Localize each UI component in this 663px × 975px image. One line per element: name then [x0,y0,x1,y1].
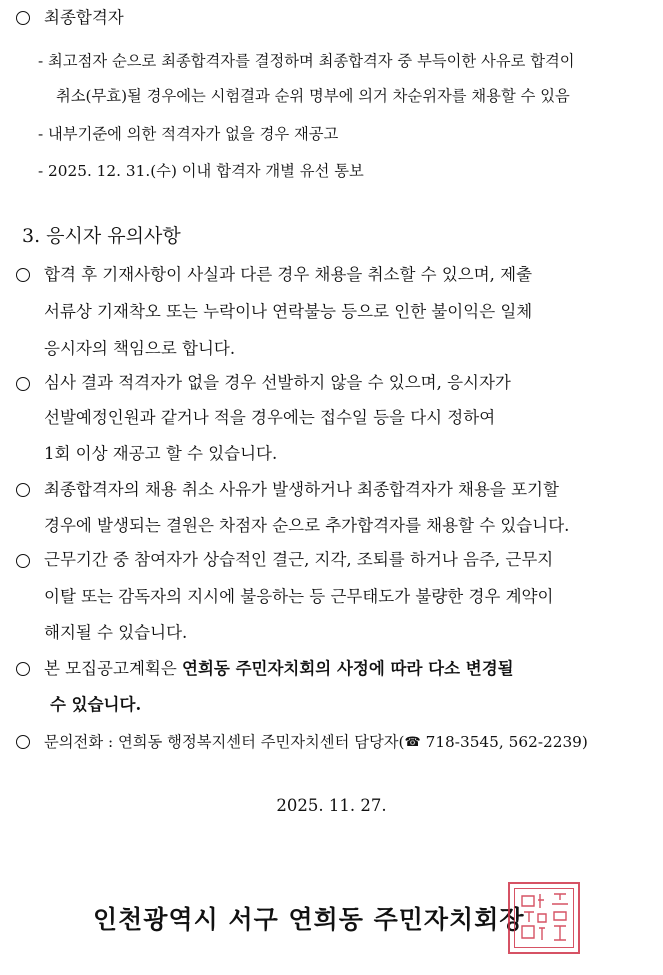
seal-glyph-icon [508,882,580,954]
bullet-circle [16,483,30,497]
final-item1-line1: - 최고점자 순으로 최종합격자를 결정하며 최종합격자 중 부득이한 사유로 합격이 [38,52,575,70]
notice-item-line: 응시자의 책임으로 합니다. [44,339,236,358]
notice-item-line: 해지될 수 있습니다. [44,623,188,642]
notice-item-line: 합격 후 기재사항이 사실과 다른 경우 채용을 취소할 수 있으며, 제출 [44,265,533,284]
final-item3: - 2025. 12. 31.(수) 이내 합격자 개별 유선 통보 [38,162,364,180]
bullet-circle [16,662,30,676]
notice-emphasis-continued: 수 있습니다. [50,695,142,714]
final-item1-line2: 취소(무효)될 경우에는 시험결과 순위 명부에 의거 차순위자를 채용할 수 있음 [56,87,570,105]
bullet-circle [16,268,30,282]
bullet-circle [16,11,30,25]
notice-item-line: 서류상 기재착오 또는 누락이나 연락불능 등으로 인한 불이익은 일체 [44,302,533,321]
notice-prefix: 본 모집공고계획은 [44,659,183,678]
final-item2: - 내부기준에 의한 적격자가 없을 경우 재공고 [38,125,339,143]
bullet-circle [16,554,30,568]
notice-item-line: 선발예정인원과 같거나 적을 경우에는 접수일 등을 다시 정하여 [44,408,496,427]
notice-item-line: 1회 이상 재공고 할 수 있습니다. [44,444,278,463]
notice-item-line: 경우에 발생되는 결원은 차점자 순으로 추가합격자를 채용할 수 있습니다. [44,516,570,535]
notice-item-line [44,659,514,679]
final-section-title: 최종합격자 [44,8,124,27]
notice-date: 2025. 11. 27. [276,796,387,815]
section-heading: 3. 응시자 유의사항 [22,225,181,247]
bullet-circle [16,377,30,391]
contact-line [44,732,588,753]
contact-phone: 718-3545, 562-2239) [420,733,588,751]
organization-name: 인천광역시 서구 연희동 주민자치회장 [93,905,525,934]
notice-item-line: 근무기간 중 참여자가 상습적인 결근, 지각, 조퇴를 하거나 음주, 근무지 [44,550,554,569]
notice-emphasis: 연희동 주민자치회의 사정에 따라 다소 변경될 [182,659,514,678]
telephone-icon: ☎ [404,735,421,750]
notice-item-line: 최종합격자의 채용 취소 사유가 발생하거나 최종합격자가 채용을 포기할 [44,480,559,499]
notice-item-line: 이탈 또는 감독자의 지시에 불응하는 등 근무태도가 불량한 경우 계약이 [44,587,554,606]
notice-item-line: 심사 결과 적격자가 없을 경우 선발하지 않을 수 있으며, 응시자가 [44,373,511,392]
contact-prefix: 문의전화 : 연희동 행정복지센터 주민자치센터 담당자( [44,733,405,751]
official-seal [508,882,580,954]
bullet-circle [16,735,30,749]
